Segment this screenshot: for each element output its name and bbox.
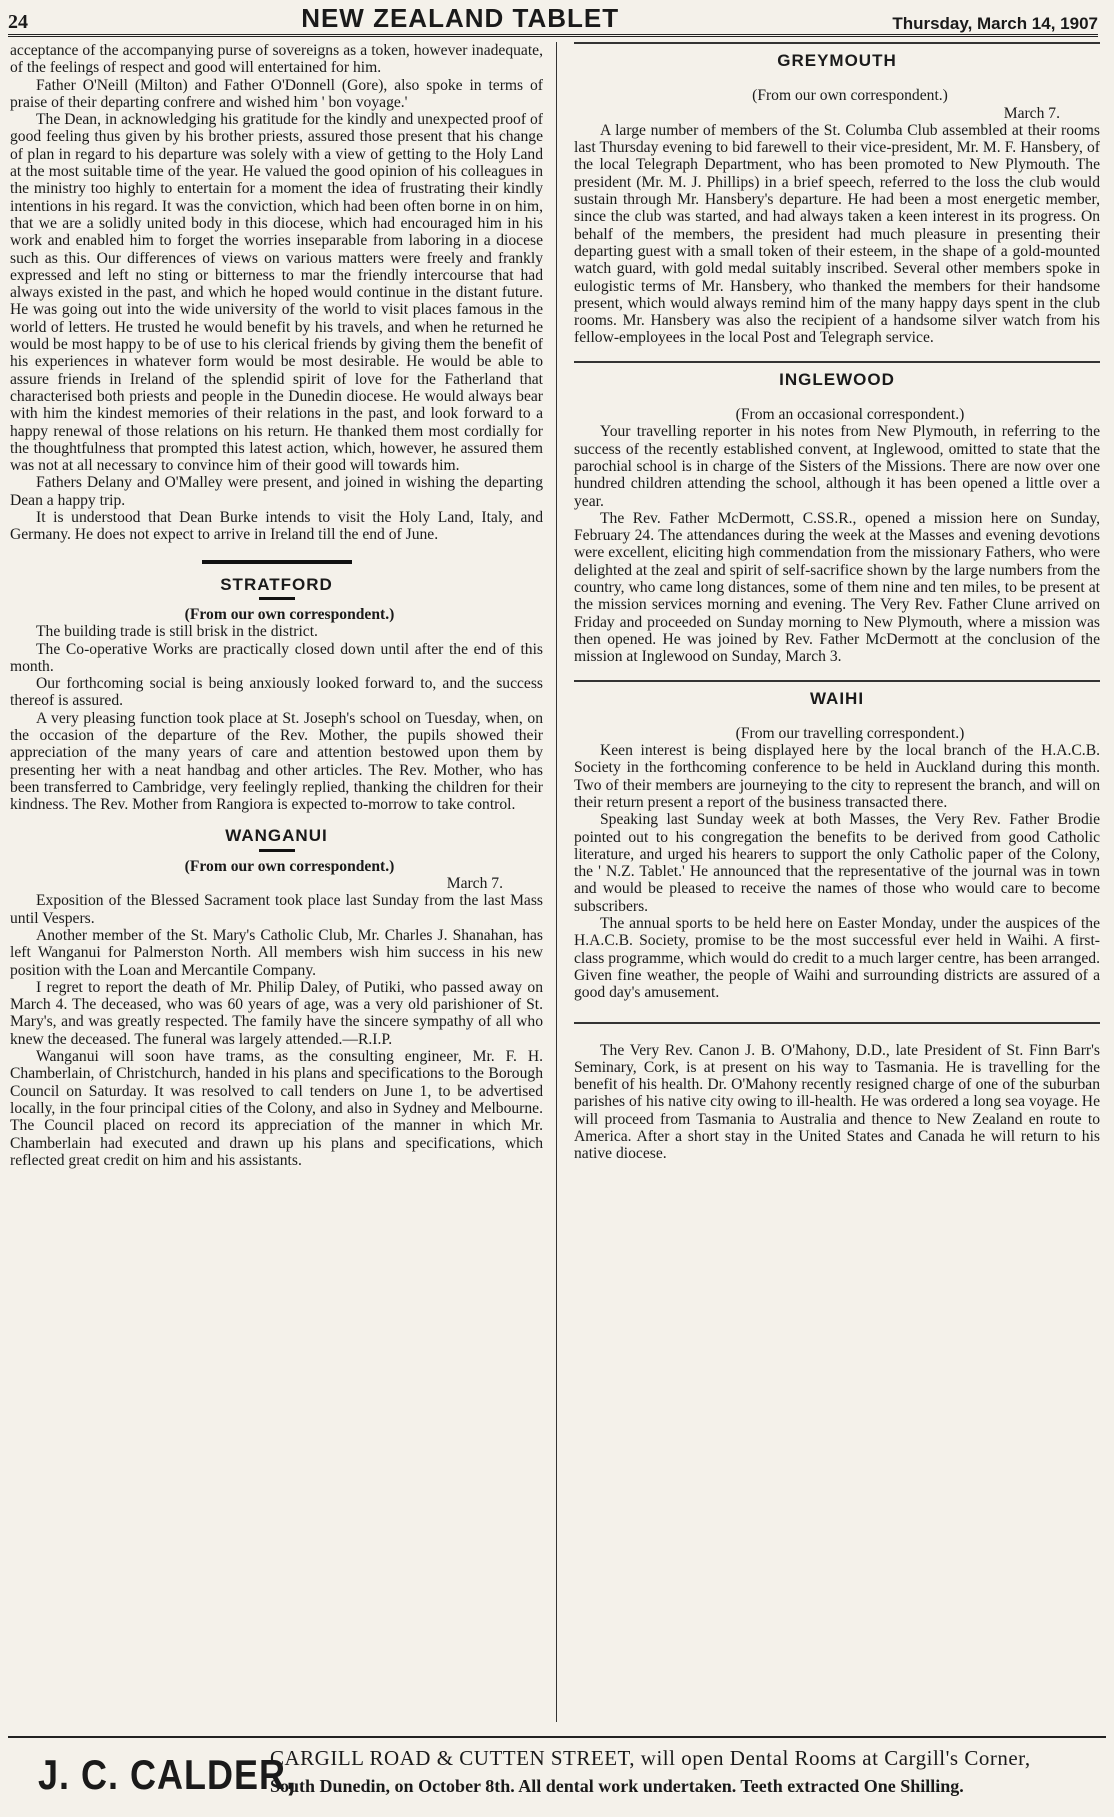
waihi-heading: WAIHI: [809, 688, 865, 708]
right-column: [574, 42, 1100, 1732]
issue-date: Thursday, March 14, 1907: [892, 14, 1098, 33]
article-paragraph: Speaking last Sunday week at both Masses, the Very Rev. Father Brodie pointed out to his congregation the benefits to be derived from good Catholic literature, and urged his hearers to support the only Catholic paper of the Colony, the ' N.Z. Tablet.' He announced that the representative of the journal was in town and would be pleased to receive the names of those who would care to become subscribers.: [574, 811, 1100, 915]
article-paragraph: Another member of the St. Mary's Catholic Club, Mr. Charles J. Shanahan, has left Wanganui for Palmerston North. All members wish him success in his new position with the Loan and Mercantile Company.: [10, 926, 543, 979]
wanganui-heading: WANGANUI: [225, 826, 328, 846]
article-paragraph: A large number of members of the St. Columba Club assembled at their rooms last Thursday evening to bid farewell to their vice-president, Mr. M. F. Hansbery, of the local Telegraph Department, who has been promoted to New Plymouth. The president (Mr. M. J. Phillips) in a brief speech, referred to the loss the club would sustain through Mr. Hansbery's departure. He had been a most energetic member, since the club was started, and had always taken a keen interest in its progress. On behalf of the members, the president had much pleasure in presenting their departing guest with a small token of their esteem, in the shape of a gold-mounted watch guard, with gold medal suitably inscribed. Several other members spoke in eulogistic terms of Mr. Hansbery, who thanked the members for their handsome present, which would always remind him of the many happy days spent in the club rooms. Mr. Hansbery was also the recipient of a handsome silver watch from his fellow-employees in the local Post and Telegraph service.: [574, 121, 1100, 347]
article-paragraph: It is understood that Dean Burke intends to visit the Holy Land, Italy, and Germany. He does not expect to arrive in Ireland till the end of June.: [10, 509, 543, 544]
greymouth-heading: GREYMOUTH: [777, 51, 897, 70]
column-divider: [556, 42, 557, 1722]
article-paragraph: The building trade is still brisk in the district.: [36, 623, 318, 641]
article-paragraph: Fathers Delany and O'Malley were present, and joined in wishing the departing Dean a happy trip.: [10, 474, 543, 509]
section-rule: [574, 680, 1100, 682]
article-paragraph: Wanganui will soon have trams, as the consulting engineer, Mr. F. H. Chamberlain, of Christchurch, handed in his plans and specifications to the Borough Council on Saturday. It was resolved to call tenders on June 1, to be advertised locally, in the four principal cities of the Colony, and also in Sydney and Melbourne. The Council placed on record its appreciation of the manner in which Mr. Chamberlain had executed and drawn up his plans and specifications, which reflected great credit on him and his assistants.: [10, 1048, 543, 1169]
article-paragraph: The annual sports to be held here on Easter Monday, under the auspices of the H.A.C.B. Society, promise to be the most successful ever held in Waihi. A first-class programme, which would do credit to a much larger centre, has been arranged. Given fine weather, the people of Waihi and surrounding districts are assured of a good day's amusement.: [574, 915, 1100, 1002]
wanganui-subheading: (From our own correspondent.): [184, 857, 395, 875]
waihi-subheading: (From our travelling correspondent.): [735, 724, 965, 742]
greymouth-subheading: (From our own correspondent.): [752, 87, 948, 105]
article-paragraph: The Rev. Father McDermott, C.SS.R., opened a mission here on Sunday, February 24. The attendances during the week at the Masses and evening devotions were excellent, eliciting high commendation from the missionary Fathers, who were delighted at the zeal and spirit of self-sacrifice shown by the large numbers from the country, who came long distances, some of them nine and ten miles, to be present at the mission services morning and evening. The Very Rev. Father Clune arrived on Friday and proceeded on Sunday morning to New Plymouth, where a mission was then opened. He was joined by Rev. Father McDermott at the conclusion of the mission at Inglewood on Sunday, March 3.: [574, 509, 1100, 666]
article-paragraph: The Dean, in acknowledging his gratitude for the kindly and unexpected proof of good feeling thus given by his brother priests, assured those present that his change of plan in regard to his departure was solely with a view of getting to the Holy Land at the most suitable time of the year. He valued the good opinion of his colleagues in the ministry too highly to entertain for a moment the idea of frustrating their kindly intentions in his regard. It was the conviction, which had been often borne in on him, that we are a solidly united body in this diocese, which had encouraged him in his work and enabled him to forget the worries inseparable from laboring in a diocese such as this. Our differences of views on various matters were freely and frankly expressed and left no sting or bitterness to mar the friendly intercourse that had always existed in the past, and which he hoped would continue in the distant future. He was going out into the wide university of the world to visit places famous in the world of letters. He trusted he would benefit by his travels, and when he returned he would be most happy to be of use to his clerical friends by giving them the benefit of his experiences in whatever form would be most desirable. He would be able to assure friends in Ireland of the splendid spirit of love for the Fatherland that characterised both priests and people in the Dunedin diocese. He would always bear with him the kindest memories of their relations in the past, and look forward to a happy renewal of those relations on his return. He thanked them most cordially for the thoughtfulness that prompted this latest action, which, however, he assured them was not at all necessary to convince him of their good will towards him.: [10, 111, 543, 475]
heading-rule: [259, 597, 295, 600]
advert-line: CARGILL ROAD & CUTTEN STREET, will open Dental Rooms at Cargill's Corner,: [270, 1746, 1031, 1770]
section-rule: [574, 1022, 1100, 1024]
advertisement: [8, 1736, 1106, 1812]
stratford-heading: STRATFORD: [220, 574, 333, 594]
stratford-subheading: (From our own correspondent.): [184, 605, 395, 623]
article-paragraph: I regret to report the death of Mr. Philip Daley, of Putiki, who passed away on March 4. The deceased, who was 60 years of age, was a very old parishioner of St. Mary's, and was greatly respected. The family have the sincere sympathy of all who knew the deceased. The funeral was largely attended.—R.I.P.: [10, 978, 543, 1048]
masthead: [8, 4, 1098, 37]
newspaper-title: NEW ZEALAND TABLET: [301, 3, 620, 33]
greymouth-dateline: March 7.: [1003, 104, 1060, 122]
advertiser-name: J. C. CALDER,: [38, 1750, 298, 1798]
article-paragraph: Exposition of the Blessed Sacrament took place last Sunday from the last Mass until Vespers.: [10, 892, 543, 927]
left-column: [10, 42, 543, 1732]
heading-rule: [259, 849, 295, 852]
section-rule: [574, 42, 1100, 44]
inglewood-heading: INGLEWOOD: [779, 369, 895, 389]
article-paragraph: The Very Rev. Canon J. B. O'Mahony, D.D., late President of St. Finn Barr's Seminary, Cork, is at present on his way to Tasmania. He is travelling for the benefit of his health. Dr. O'Mahony recently resigned charge of one of the suburban parishes of his native city owing to ill-health. He was ordered a long sea voyage. He will proceed from Tasmania to Australia and thence to New Zealand en route to America. After a short stay in the United States and Canada he will return to his native diocese.: [574, 1041, 1100, 1163]
article-paragraph: Your travelling reporter in his notes from New Plymouth, in referring to the success of the recently established convent, at Inglewood, omitted to state that the parochial school is in charge of the Sisters of the Missions. There are now over one hundred children attending the school, although it has been opened a little over a year.: [574, 423, 1100, 510]
article-paragraph: A very pleasing function took place at St. Joseph's school on Tuesday, when, on the occasion of the departure of the Rev. Mother, the pupils showed their appreciation of the many years of care and attention bestowed upon them by presenting her with a neat handbag and other articles. The Rev. Mother, who has been transferred to Cambridge, very feelingly replied, thanking the children for their kindness. The Rev. Mother from Rangiora is expected to-morrow to take control.: [10, 709, 543, 814]
section-rule: [574, 361, 1100, 363]
page-number: 24: [8, 11, 28, 33]
inglewood-subheading: (From an occasional correspondent.): [735, 406, 965, 424]
advert-line: South Dunedin, on October 8th. All dental work undertaken. Teeth extracted One Shilling.: [270, 1776, 964, 1796]
article-paragraph: acceptance of the accompanying purse of sovereigns as a token, however inadequate, of the feelings of respect and good will entertained for him.: [10, 42, 543, 77]
section-rule: [202, 560, 352, 564]
wanganui-dateline: March 7.: [446, 875, 503, 893]
article-paragraph: Our forthcoming social is being anxiously looked forward to, and the success thereof is assured.: [10, 675, 543, 710]
article-paragraph: The Co-operative Works are practically closed down until after the end of this month.: [10, 640, 543, 675]
article-paragraph: Father O'Neill (Milton) and Father O'Donnell (Gore), also spoke in terms of praise of their departing confrere and wished him ' bon voyage.': [10, 76, 543, 111]
article-paragraph: Keen interest is being displayed here by the local branch of the H.A.C.B. Society in the forthcoming conference to be held in Auckland during this month. Two of their members are journeying to the city to represent the branch, and will on their return present a report of the business transacted there.: [574, 742, 1100, 811]
